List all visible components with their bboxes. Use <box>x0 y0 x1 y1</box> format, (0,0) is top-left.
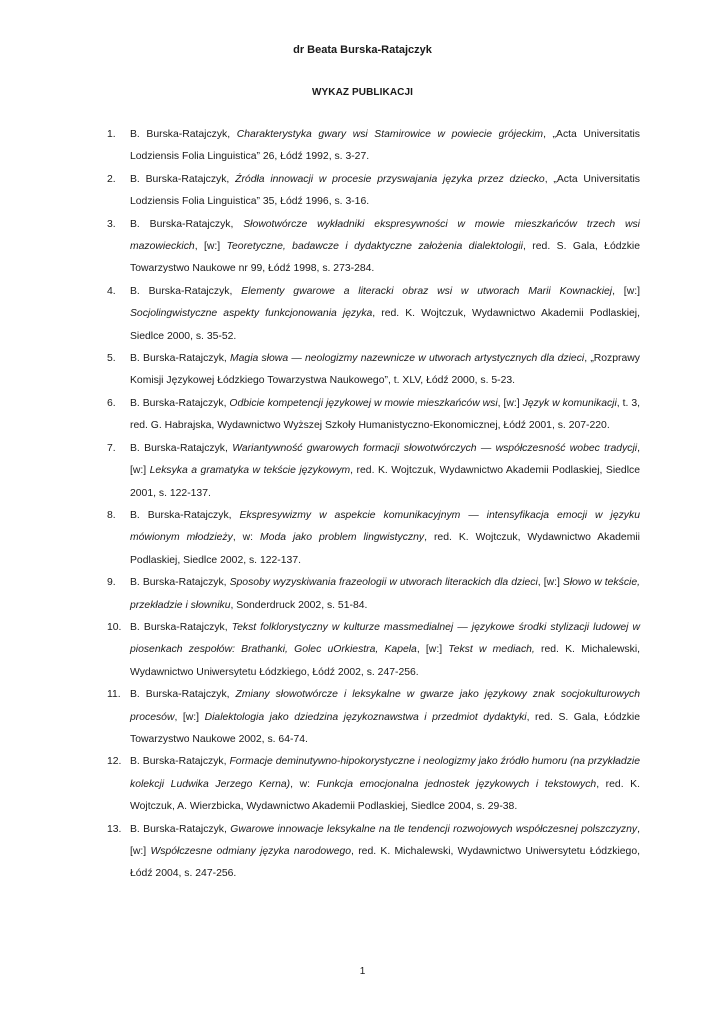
publication-text-segment: , „Rozprawy Komisji Językowej Łódzkiego Towarzystwa Naukowego”, t. XLV, Łódź 2000, s. 5-23. <box>130 353 640 387</box>
publication-text-segment: , [w:] <box>537 577 563 589</box>
publication-number: 9. <box>107 577 116 589</box>
publication-number: 2. <box>107 173 116 185</box>
publication-item <box>107 281 640 348</box>
publication-text <box>130 219 640 275</box>
publication-text-segment: B. Burska-Ratajczyk, <box>130 823 231 835</box>
publication-text-segment: , [w:] <box>497 397 523 409</box>
publication-text-segment: B. Burska-Ratajczyk, <box>130 173 236 185</box>
publication-item <box>107 348 640 393</box>
publication-text <box>130 129 640 162</box>
publication-text-segment: B. Burska-Ratajczyk, <box>130 756 230 768</box>
publication-text-segment: , „Acta Universitatis Lodziensis Folia Linguistica” 26, Łódź 1992, s. 3-27. <box>130 129 640 163</box>
publication-text-segment: B. Burska-Ratajczyk, <box>130 285 242 297</box>
publication-title-italic: Tekst w mediach, <box>448 644 535 656</box>
publication-item <box>107 505 640 572</box>
publication-title-italic: Gwarowe innowacje leksykalne na tle tendencji rozwojowych współczesnej polszczyzny <box>230 823 638 835</box>
publication-text-segment: B. Burska-Ratajczyk, <box>130 218 244 230</box>
publication-title-italic: Formacje deminutywno-hipokorystyczne i neologizmy jako źródło humoru (na przykładzie kolekcji Ludwika Jerzego Kerna) <box>130 756 640 790</box>
publication-number: 4. <box>107 285 116 297</box>
publication-item <box>107 438 640 505</box>
publication-text-segment: , red. K. Wojtczuk, Wydawnictwo Akademii Podlaskiej, Siedlce 2002, s. 122-137. <box>130 532 640 566</box>
publication-title-italic: Odbicie kompetencji językowej w mowie mieszkańców wsi <box>229 397 498 409</box>
publication-text <box>130 174 640 207</box>
publication-text-segment: B. Burska-Ratajczyk, <box>130 397 230 409</box>
publication-number: 8. <box>107 509 116 521</box>
publication-item <box>107 751 640 818</box>
publication-number: 7. <box>107 442 116 454</box>
publication-number: 6. <box>107 397 116 409</box>
publication-item <box>107 169 640 214</box>
publication-title-italic: Moda jako problem lingwistyczny <box>260 532 425 544</box>
publication-text-segment: , red. K. Wojtczuk, Wydawnictwo Akademii Podlaskiej, Siedlce 2001, s. 122-137. <box>130 465 640 499</box>
publication-title-italic: Tekst folklorystyczny w kulturze massmedialnej — językowe środki stylizacji ludowej w piosenkach zespołów: Brathanki, Golec uOrkiestra, Kapela <box>130 621 640 656</box>
publication-text <box>130 824 640 880</box>
publication-text <box>130 756 640 812</box>
publication-text-segment: B. Burska-Ratajczyk, <box>130 353 230 365</box>
publication-title-italic: Sposoby wyzyskiwania frazeologii w utworach literackich dla dzieci <box>229 577 538 589</box>
publication-text-segment: , w: <box>232 532 261 544</box>
publication-text-segment: B. Burska-Ratajczyk, <box>130 442 233 454</box>
publication-text-segment: , [w:] <box>130 442 640 477</box>
publication-text-segment: , w: <box>290 778 317 790</box>
publication-number: 3. <box>107 218 116 230</box>
publication-number: 1. <box>107 129 116 140</box>
publication-text-segment: , red. S. Gala, Łódzkie Towarzystwo Naukowe nr 99, Łódź 1998, s. 273-284. <box>130 241 641 275</box>
publication-text-segment: red. K. Michalewski, Wydawnictwo Uniwersytetu Łódzkiego, Łódź 2002, s. 247-256. <box>130 644 641 678</box>
publication-text-segment: , red. S. Gala, Łódzkie Towarzystwo Naukowe 2002, s. 64-74. <box>130 711 640 745</box>
publication-title-italic: Leksyka a gramatyka w tekście językowym <box>149 465 351 477</box>
publication-number: 5. <box>107 353 116 365</box>
publication-text-segment: B. Burska-Ratajczyk, <box>130 689 236 701</box>
publication-text-segment: , [w:] <box>130 823 640 857</box>
publication-title-italic: Wariantywność gwarowych formacji słowotwórczych — współczesność wobec tradycji <box>232 442 638 454</box>
publication-title-italic: Współczesne odmiany języka narodowego <box>150 846 352 857</box>
publication-title-italic: Funkcja emocjonalna jednostek językowych i tekstowych <box>316 778 597 790</box>
publication-title-italic: Ekspresywizmy w aspekcie komunikacyjnym — intensyfikacja emocji w języku mówionym młodzieży <box>130 509 640 544</box>
publication-title-italic: Elementy gwarowe a literacki obraz wsi w utworach Marii Kownackiej <box>241 285 613 297</box>
publication-text <box>130 398 640 431</box>
publication-item <box>107 214 640 281</box>
publication-title-italic: Magia słowa — neologizmy nazewnicze w utworach artystycznych dla dzieci <box>230 353 585 365</box>
publication-item <box>107 124 640 169</box>
page-number: 1 <box>359 966 366 977</box>
publication-item <box>107 617 640 684</box>
publication-text-segment: , [w:] <box>416 644 449 656</box>
publication-title-italic: Słowo w tekście, przekładzie i słowniku <box>130 577 640 611</box>
publication-text <box>130 443 640 499</box>
publication-text-segment: , red. K. Wojtczuk, Wydawnictwo Akademii Podlaskiej, Siedlce 2000, s. 35-52. <box>130 308 640 342</box>
publication-text-segment: B. Burska-Ratajczyk, <box>130 621 232 633</box>
publication-text <box>130 353 640 386</box>
publication-text-segment: B. Burska-Ratajczyk, <box>130 509 240 521</box>
publication-title-italic: Źródła innowacji w procesie przyswajania języka przez dziecko <box>235 173 545 185</box>
publication-title-italic: Język w komunikacji <box>522 397 617 409</box>
publication-title-italic: Charakterystyka gwary wsi Stamirowice w powiecie grójeckim <box>236 129 544 140</box>
publication-text <box>130 622 640 678</box>
publication-number: 11. <box>107 689 121 701</box>
publication-number: 12. <box>107 756 122 768</box>
document-title: WYKAZ PUBLIKACJI <box>311 87 414 98</box>
publication-text <box>130 689 640 745</box>
publication-number: 10. <box>107 621 122 633</box>
publication-text <box>130 510 640 566</box>
publication-title-italic: Dialektologia jako dziedzina językoznawstwa i przedmiot dydaktyki <box>204 711 527 723</box>
publication-text-segment: B. Burska-Ratajczyk, <box>130 129 237 140</box>
publication-item <box>107 819 640 886</box>
publication-text-segment: , [w:] <box>194 241 227 253</box>
publication-list <box>107 124 640 886</box>
publication-text-segment: , „Acta Universitatis Lodziensis Folia Linguistica” 35, Łódź 1996, s. 3-16. <box>130 173 640 208</box>
publication-title-italic: Zmiany słowotwórcze i leksykalne w gwarze jako językowy znak socjokulturowych procesów <box>130 689 640 723</box>
publication-text-segment: , red. K. Michalewski, Wydawnictwo Uniwersytetu Łódzkiego, Łódź 2004, s. 247-256. <box>130 846 640 880</box>
publication-text-segment: , [w:] <box>612 285 640 297</box>
publication-text <box>130 286 640 342</box>
publication-text-segment: , t. 3, red. G. Habrajska, Wydawnictwo Wyższej Szkoły Humanistyczno-Ekonomicznej, Łódź 2001, s. 207-220. <box>130 397 640 432</box>
publication-number: 13. <box>107 823 122 835</box>
publication-text-segment: , [w:] <box>174 711 205 723</box>
publication-text-segment: , Sonderdruck 2002, s. 51-84. <box>230 599 368 611</box>
publication-title-italic: Słowotwórcze wykładniki ekspresywności w mowie mieszkańców trzech wsi mazowieckich <box>130 218 640 253</box>
publication-text-segment: B. Burska-Ratajczyk, <box>130 577 230 589</box>
publication-item <box>107 393 640 438</box>
author-name: dr Beata Burska-Ratajczyk <box>293 44 432 56</box>
publication-item <box>107 684 640 751</box>
publication-title-italic: Teoretyczne, badawcze i dydaktyczne założenia dialektologii <box>226 241 523 253</box>
publication-item <box>107 572 640 617</box>
publication-text <box>130 577 640 610</box>
publication-title-italic: Socjolingwistyczne aspekty funkcjonowania języka <box>130 308 373 320</box>
publication-text-segment: , red. K. Wojtczuk, A. Wierzbicka, Wydawnictwo Akademii Podlaskiej, Siedlce 2004, s. 29-38. <box>130 778 640 813</box>
